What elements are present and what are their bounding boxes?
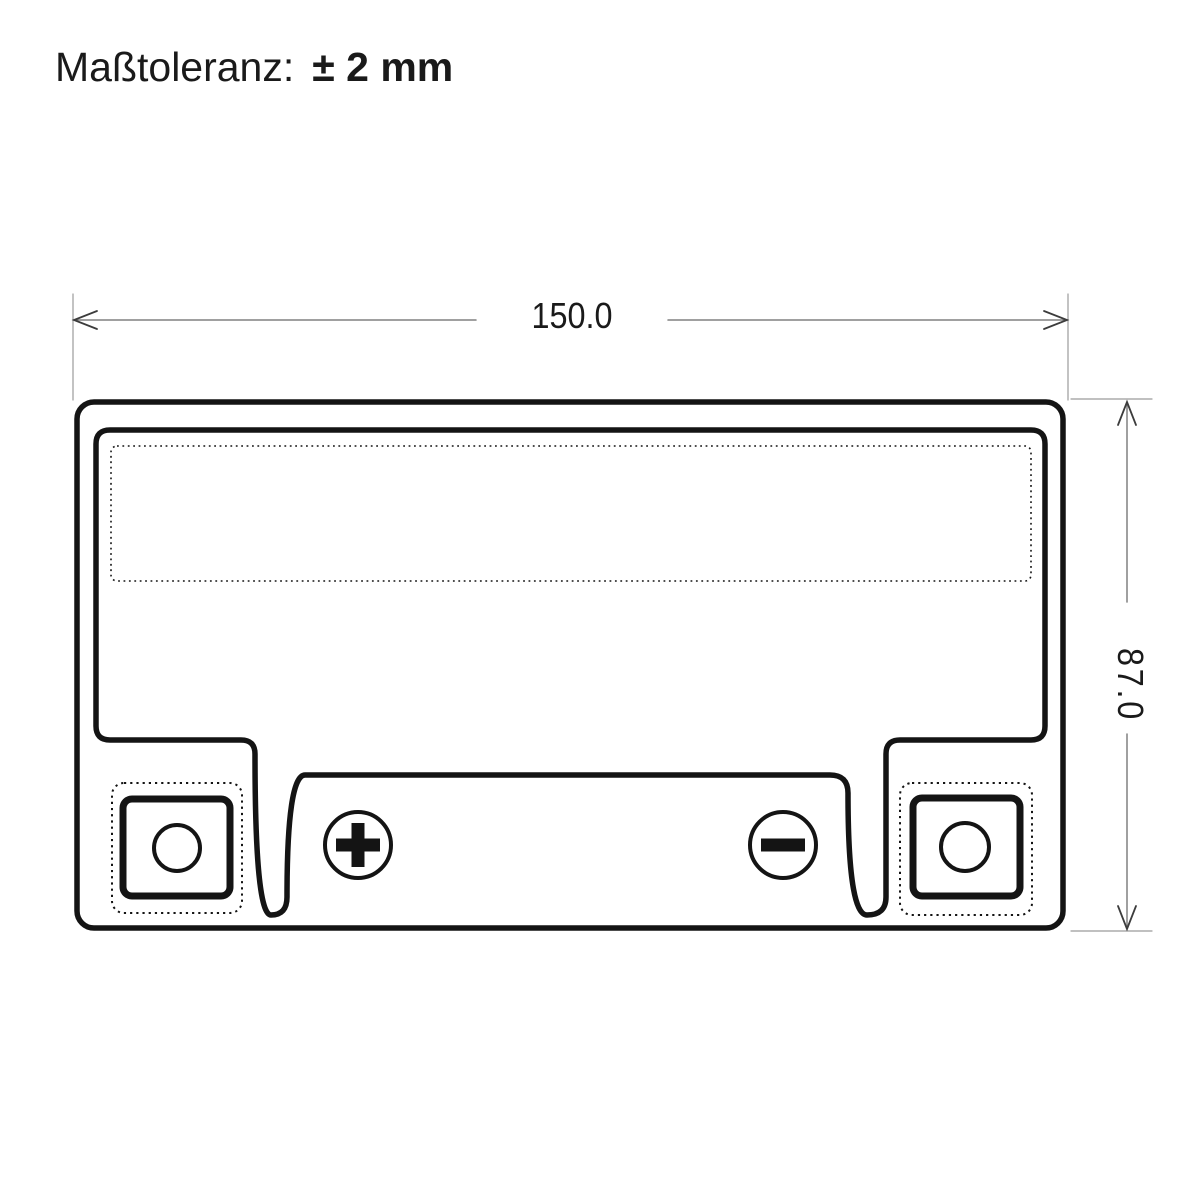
tolerance-value: ± 2 mm (312, 44, 454, 90)
width-dimension-label: 150.0 (531, 295, 613, 336)
battery-lid-outline (96, 430, 1045, 915)
negative-terminal (750, 812, 816, 878)
label-area (111, 446, 1031, 581)
terminal-right-post (941, 823, 989, 871)
positive-terminal (325, 812, 391, 878)
terminal-left-box (123, 799, 230, 896)
terminal-block-left (112, 783, 242, 913)
height-dimension-label: 87.0 (1110, 648, 1151, 722)
terminal-left-post (154, 825, 200, 871)
terminal-right-box (913, 798, 1020, 896)
terminal-block-right (900, 783, 1032, 915)
tolerance-label: Maßtoleranz: (55, 44, 295, 90)
plus-icon (336, 823, 380, 867)
